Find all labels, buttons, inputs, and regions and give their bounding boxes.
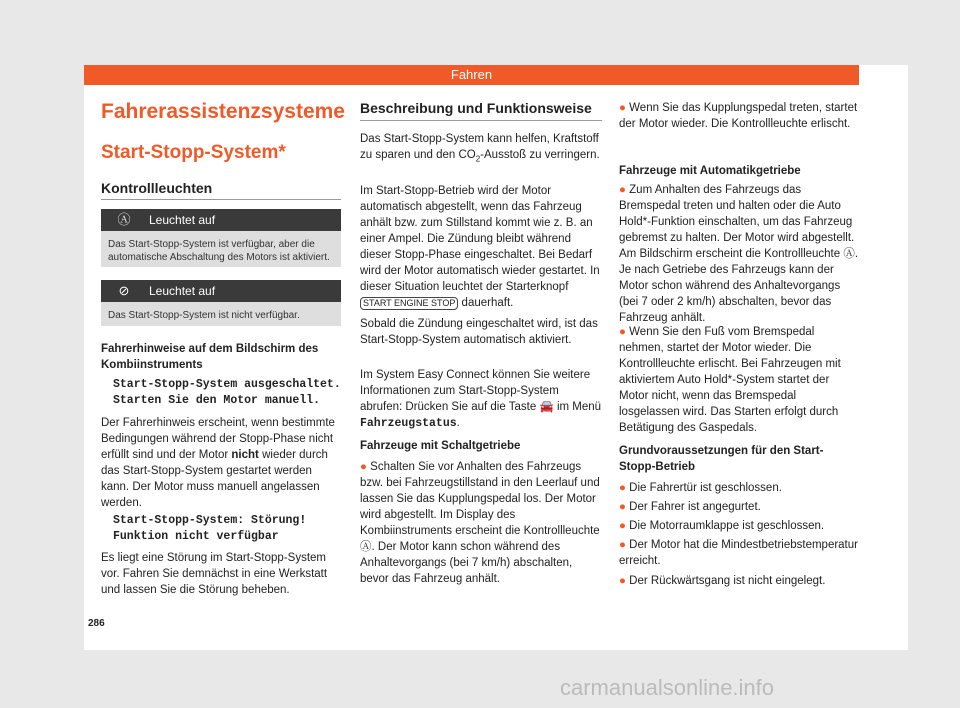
car-icon: 🚘 bbox=[539, 401, 554, 413]
checklist-item: ● Die Fahrertür ist geschlossen. bbox=[619, 482, 782, 494]
lamp-label: Leuchtet auf bbox=[149, 213, 216, 227]
start-stop-off-icon: ⊘ bbox=[118, 283, 130, 298]
requirements-heading: Grundvoraussetzungen für den Start-Stopp-Betrieb bbox=[619, 445, 824, 473]
lamp-description-1: Das Start-Stopp-System ist verfügbar, aber die automatische Abschaltung des Motors ist aktiviert. bbox=[101, 231, 341, 267]
paragraph: Im System Easy Connect können Sie weitere Informationen zum Start-Stopp-System abrufen: Drücken Sie auf die Taste 🚘 im Menü Fahrzeugstatus. bbox=[360, 369, 602, 430]
bullet-icon: ● bbox=[619, 575, 630, 587]
chapter-title: Fahrerassistenzsysteme bbox=[101, 100, 345, 123]
bullet-icon: ● bbox=[619, 482, 630, 494]
divider bbox=[360, 120, 602, 121]
section-title: Start-Stopp-System* bbox=[101, 142, 286, 163]
driver-messages-heading: Fahrerhinweise auf dem Bildschirm des Kombiinstruments bbox=[101, 343, 319, 371]
bullet-icon: ● bbox=[619, 539, 630, 551]
bullet-icon: ● bbox=[619, 501, 630, 513]
bullet-item: ● Wenn Sie den Fuß vom Bremspedal nehmen, startet der Motor wieder. Die Kontrollleuchte erlischt. Bei Fahrzeugen mit aktiviertem Auto Hold*-System startet der Motor nicht, wenn das Bremspedal losgelassen wird. Das Starten erfolgt durch Betätigung des Gaspedals. bbox=[619, 326, 841, 434]
lamp-header-1 bbox=[101, 209, 341, 231]
lamp-label: Leuchtet auf bbox=[149, 284, 216, 298]
paragraph: Im Start-Stopp-Betrieb wird der Motor automatisch abgestellt, wenn das Fahrzeug anhält bzw. zum Stillstand kommt wie z. B. an einer Ampel. Die Zündung bleibt während dieser Stopp-Phase eingeschaltet. Bei Bedarf wird der Motor automatisch wieder gestartet. In dieser Situation leuchtet der Starterknopf START ENGINE STOP dauerhaft. bbox=[360, 185, 600, 309]
start-stop-a-icon: Ⓐ bbox=[117, 212, 131, 227]
checklist-item: ● Der Motor hat die Mindestbetriebstemperatur erreicht. bbox=[619, 539, 858, 567]
automatic-gearbox-heading: Fahrzeuge mit Automatikgetriebe bbox=[619, 165, 801, 177]
checklist-item: ● Der Rückwärtsgang ist nicht eingelegt. bbox=[619, 575, 826, 587]
lamp-header-2 bbox=[101, 280, 341, 302]
paragraph: Es liegt eine Störung im Start-Stopp-System vor. Fahren Sie demnächst in eine Werkstatt und lassen Sie die Störung beheben. bbox=[101, 552, 328, 596]
bullet-icon: ● bbox=[619, 520, 630, 532]
divider bbox=[101, 199, 341, 200]
manual-gearbox-heading: Fahrzeuge mit Schaltgetriebe bbox=[360, 440, 521, 452]
checklist-item: ● Der Fahrer ist angegurtet. bbox=[619, 501, 761, 513]
watermark: carmanualsonline.info bbox=[560, 675, 775, 700]
bullet-item: ● Zum Anhalten des Fahrzeugs das Bremspedal treten und halten oder die Auto Hold*-Funktion einschalten, um das Fahrzeug gebremst zu halten. Der Motor wird abgestellt. Am Bildschirm erscheint die Kontrollleuchte Ⓐ. Je nach Getriebe des Fahrzeugs kann der Motor schon während des Anhaltevorgangs (bei 7 oder 2 km/h) abschalten, bevor das Fahrzeug anhält. bbox=[619, 184, 859, 324]
page-number: 286 bbox=[88, 618, 105, 629]
bullet-item: ● Wenn Sie das Kupplungspedal treten, startet der Motor wieder. Die Kontrollleuchte erlischt. bbox=[619, 102, 858, 130]
paragraph: Der Fahrerhinweis erscheint, wenn bestimmte Bedingungen während der Stopp-Phase nicht erfüllt sind und der Motor nicht wieder durch das Start-Stopp-System gestartet werden kann. Der Motor muss manuell angelassen werden. bbox=[101, 417, 335, 509]
bullet-icon: ● bbox=[619, 184, 630, 196]
subsection-title: Kontrollleuchten bbox=[101, 180, 213, 196]
driver-message-2: Start-Stopp-System: Störung! Funktion nicht verfügbar bbox=[113, 514, 307, 543]
start-engine-stop-key: START ENGINE STOP bbox=[360, 297, 458, 310]
bullet-icon: ● bbox=[360, 461, 371, 473]
bullet-icon: ● bbox=[619, 102, 630, 114]
section-header: Fahren bbox=[84, 65, 859, 85]
lamp-description-2: Das Start-Stopp-System ist nicht verfügbar. bbox=[101, 302, 341, 326]
paragraph: Das Start-Stopp-System kann helfen, Kraftstoff zu sparen und den $CO_2$-Ausstoß zu verringern. bbox=[360, 133, 600, 164]
checklist-item: ● Die Motorraumklappe ist geschlossen. bbox=[619, 520, 825, 532]
paragraph: Sobald die Zündung eingeschaltet wird, ist das Start-Stopp-System automatisch aktiviert. bbox=[360, 318, 598, 346]
description-heading: Beschreibung und Funktionsweise bbox=[360, 100, 592, 116]
driver-message-1: Start-Stopp-System ausgeschaltet. Starten Sie den Motor manuell. bbox=[113, 378, 341, 407]
bullet-icon: ● bbox=[619, 326, 630, 338]
bullet-item: ● Schalten Sie vor Anhalten des Fahrzeugs bzw. bei Fahrzeugstillstand in den Leerlauf und lassen Sie das Kupplungspedal los. Der Motor wird abgestellt. Im Display des Kombiinstruments erscheint die Kontrollleuchte Ⓐ. Der Motor kann schon während des Anhaltevorgangs (bei 7 km/h) abschalten, bevor das Fahrzeug anhält. bbox=[360, 461, 600, 585]
